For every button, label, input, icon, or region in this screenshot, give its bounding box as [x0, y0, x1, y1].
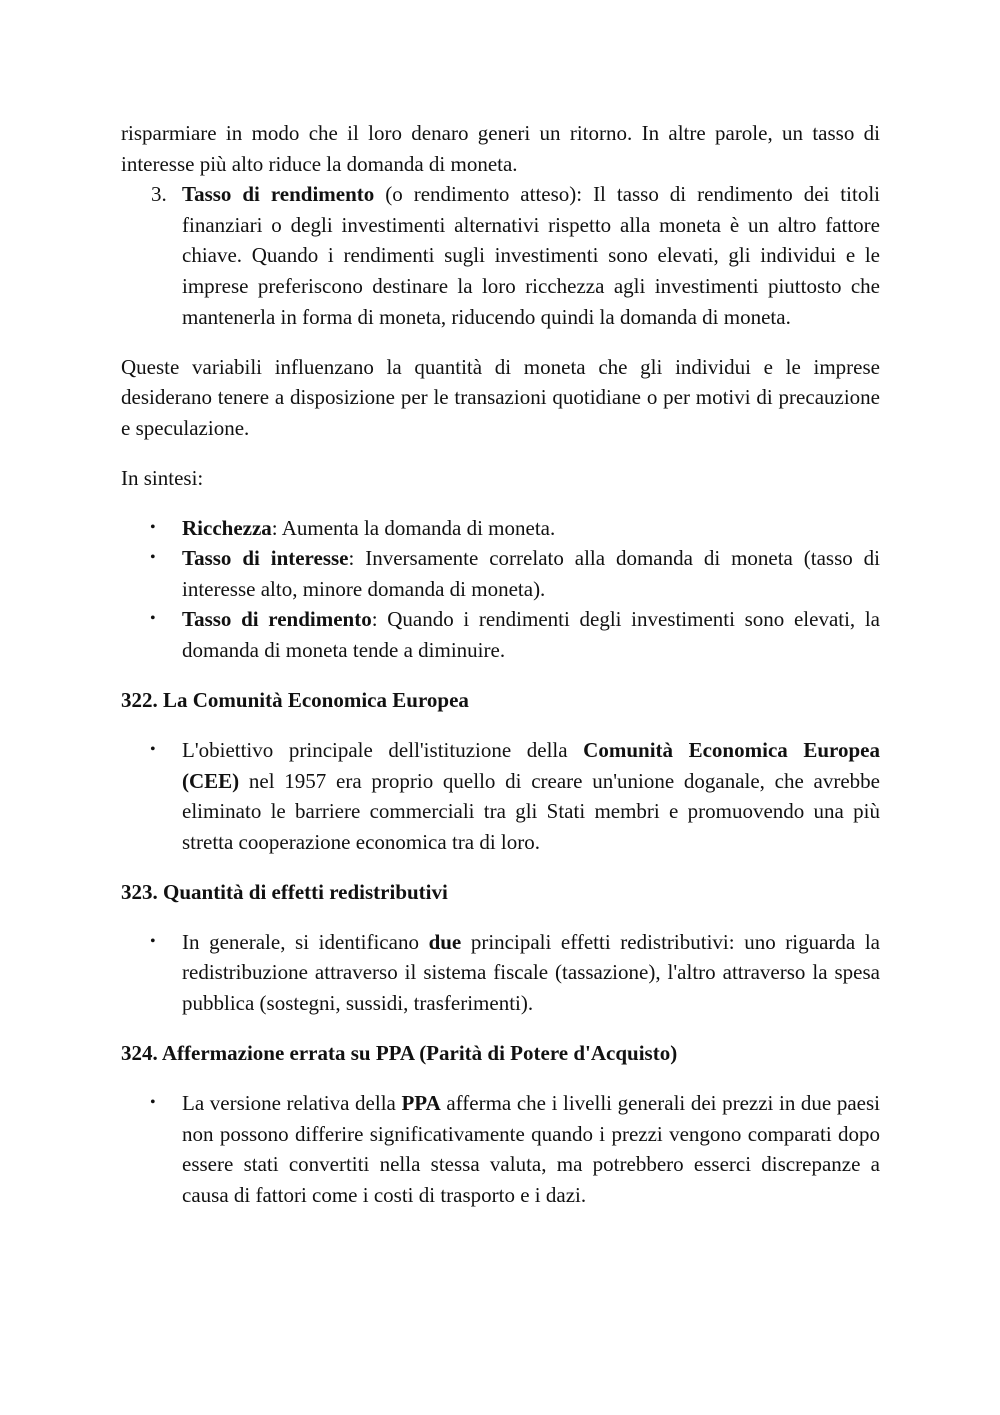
section-322-text-pre: L'obiettivo principale dell'istituzione della	[182, 738, 584, 763]
summary-term: Tasso di interesse	[182, 546, 349, 571]
bullet-icon: •	[150, 518, 156, 536]
section-heading-322: 322. La Comunità Economica Europea	[121, 688, 469, 713]
summary-label: In sintesi:	[121, 465, 204, 490]
page-content	[121, 118, 880, 1210]
section-324-term: PPA	[401, 1090, 441, 1115]
bullet-icon: •	[150, 549, 156, 567]
bullet-icon: •	[150, 932, 156, 950]
summary-text: : Inversamente correlato alla domanda di moneta (tasso di interesse alto, minore domanda di moneta).	[182, 546, 880, 601]
summary-list	[121, 513, 880, 666]
section-323-term: due	[428, 929, 462, 954]
section-heading-323: 323. Quantità di effetti redistributivi	[121, 879, 448, 904]
section-323-bullet	[121, 927, 880, 1019]
bullet-icon: •	[150, 741, 156, 759]
list-item	[121, 543, 880, 604]
section-324-text-post: afferma che i livelli generali dei prezzi in due paesi non possono differire significativamente quando i prezzi vengono comparati dopo essere stati convertiti nella stessa valuta, ma potrebbero esserci discrepanze a causa di fattori come i costi di trasporto e i dazi.	[182, 1090, 880, 1207]
list-item	[121, 604, 880, 665]
summary-term: Ricchezza	[182, 515, 272, 540]
summary-text: : Aumenta la domanda di moneta.	[271, 515, 556, 540]
list-number: 3.	[151, 182, 167, 207]
section-324-bullet	[121, 1088, 880, 1210]
bullet-icon: •	[150, 610, 156, 628]
list-item-3	[121, 179, 880, 332]
section-322-text-post: nel 1957 era proprio quello di creare un'unione doganale, che avrebbe eliminato le barriere commerciali tra gli Stati membri e promuovendo una più stretta cooperazione economica tra di loro.	[182, 768, 880, 854]
section-323-text-post: principali effetti redistributivi: uno riguarda la redistribuzione attraverso il sistema fiscale (tassazione), l'altro attraverso la spesa pubblica (sostegni, sussidi, trasferimenti).	[182, 929, 881, 1015]
paragraph-variables: Queste variabili influenzano la quantità di moneta che gli individui e le imprese desiderano tenere a disposizione per le transazioni quotidiane o per motivi di precauzione e speculazione.	[121, 354, 880, 440]
list-item-3-text: (o rendimento atteso): Il tasso di rendimento dei titoli finanziari o degli investimenti alternativi rispetto alla moneta è un altro fattore chiave. Quando i rendimenti sugli investimenti sono elevati, gli individui e le imprese preferiscono destinare la loro ricchezza agli investimenti piuttosto che mantenerla in forma di moneta, riducendo quindi la domanda di moneta.	[182, 182, 880, 329]
section-322-term: Comunità Economica Europea (CEE)	[182, 738, 880, 793]
list-item-3-term: Tasso di rendimento	[182, 182, 375, 207]
bullet-icon: •	[150, 1093, 156, 1111]
list-item	[121, 513, 880, 544]
list-item-2-continuation: risparmiare in modo che il loro denaro generi un ritorno. In altre parole, un tasso di interesse più alto riduce la domanda di moneta.	[121, 121, 880, 176]
summary-text: : Quando i rendimenti degli investimenti sono elevati, la domanda di moneta tende a diminuire.	[182, 607, 881, 663]
section-heading-324: 324. Affermazione errata su PPA (Parità di Potere d'Acquisto)	[121, 1040, 678, 1065]
section-323-text-pre: In generale, si identificano	[182, 929, 429, 954]
summary-term: Tasso di rendimento	[182, 607, 372, 632]
section-324-text-pre: La versione relativa della	[182, 1090, 402, 1115]
section-322-bullet	[121, 735, 880, 857]
